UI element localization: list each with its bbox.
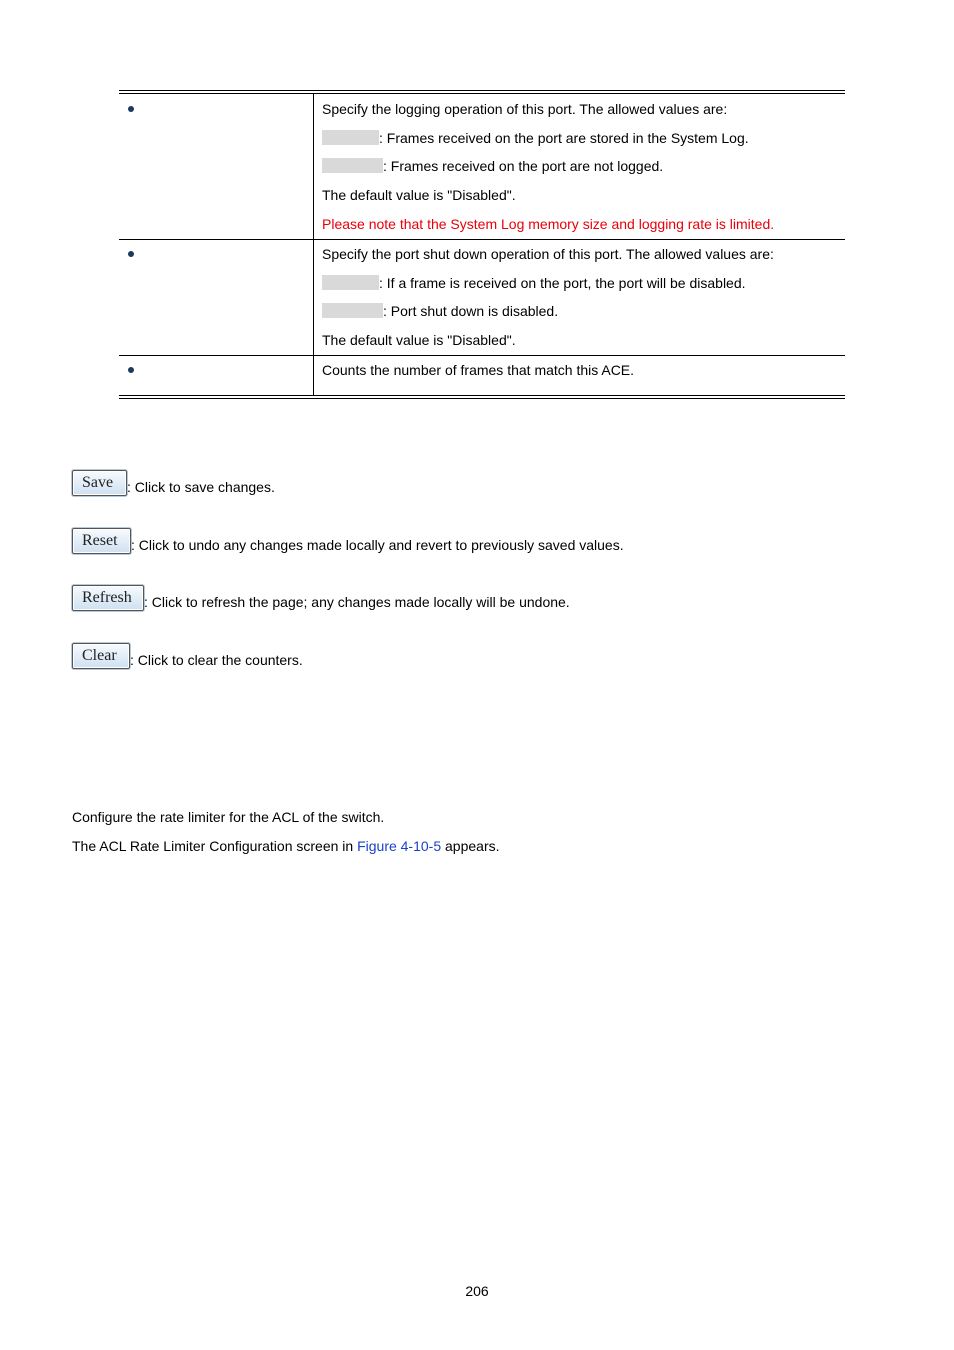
table-row-2-line-3 bbox=[322, 302, 558, 320]
screen-paragraph bbox=[72, 837, 500, 855]
bullet-icon bbox=[128, 106, 134, 112]
refresh-button-description: : Click to refresh the page; any changes made locally will be undone. bbox=[144, 594, 570, 610]
table-column-divider bbox=[313, 94, 314, 395]
table-row-1-line-4: The default value is "Disabled". bbox=[322, 187, 516, 203]
clear-button[interactable]: Clear bbox=[72, 643, 130, 669]
table-top-rule bbox=[119, 90, 845, 91]
value-placeholder bbox=[322, 158, 383, 173]
value-description: : Frames received on the port are stored in the System Log. bbox=[379, 130, 749, 146]
table-row-1-line-1: Specify the logging operation of this port. The allowed values are: bbox=[322, 101, 728, 117]
button-row-save bbox=[72, 470, 275, 496]
page-number: 206 bbox=[465, 1283, 489, 1299]
table-bottom-rule bbox=[119, 398, 845, 399]
reset-button[interactable]: Reset bbox=[72, 528, 131, 554]
value-placeholder bbox=[322, 130, 379, 145]
table-row-divider bbox=[119, 355, 845, 356]
table-row-1-line-2 bbox=[322, 129, 749, 147]
bullet-icon bbox=[128, 251, 134, 257]
table-row-2-line-1: Specify the port shut down operation of this port. The allowed values are: bbox=[322, 246, 774, 262]
save-button-description: : Click to save changes. bbox=[127, 479, 275, 495]
table-top-rule bbox=[119, 93, 845, 94]
button-row-refresh bbox=[72, 585, 570, 611]
table-row-3-line-1: Counts the number of frames that match this ACE. bbox=[322, 362, 635, 378]
table-row-1-warning: Please note that the System Log memory size and logging rate is limited. bbox=[322, 216, 775, 232]
value-placeholder bbox=[322, 303, 383, 318]
save-button[interactable]: Save bbox=[72, 470, 127, 496]
value-description: : If a frame is received on the port, the port will be disabled. bbox=[379, 275, 746, 291]
value-description: : Frames received on the port are not logged. bbox=[383, 158, 664, 174]
table-row-2-line-2 bbox=[322, 274, 746, 292]
button-row-clear bbox=[72, 643, 303, 669]
screen-text-after: appears. bbox=[441, 838, 500, 854]
table-row-divider bbox=[119, 239, 845, 240]
refresh-button[interactable]: Refresh bbox=[72, 585, 144, 611]
value-placeholder bbox=[322, 275, 379, 290]
table-bottom-rule bbox=[119, 395, 845, 396]
reset-button-description: : Click to undo any changes made locally and revert to previously saved values. bbox=[131, 537, 624, 553]
value-description: : Port shut down is disabled. bbox=[383, 303, 559, 319]
button-row-reset bbox=[72, 528, 624, 554]
bullet-icon bbox=[128, 367, 134, 373]
screen-text-before: The ACL Rate Limiter Configuration screen in bbox=[72, 838, 358, 854]
intro-paragraph: Configure the rate limiter for the ACL of the switch. bbox=[72, 809, 385, 825]
table-row-1-line-3 bbox=[322, 157, 663, 175]
table-row-2-line-4: The default value is "Disabled". bbox=[322, 332, 516, 348]
figure-link[interactable]: Figure 4-10-5 bbox=[357, 838, 442, 854]
clear-button-description: : Click to clear the counters. bbox=[130, 652, 303, 668]
